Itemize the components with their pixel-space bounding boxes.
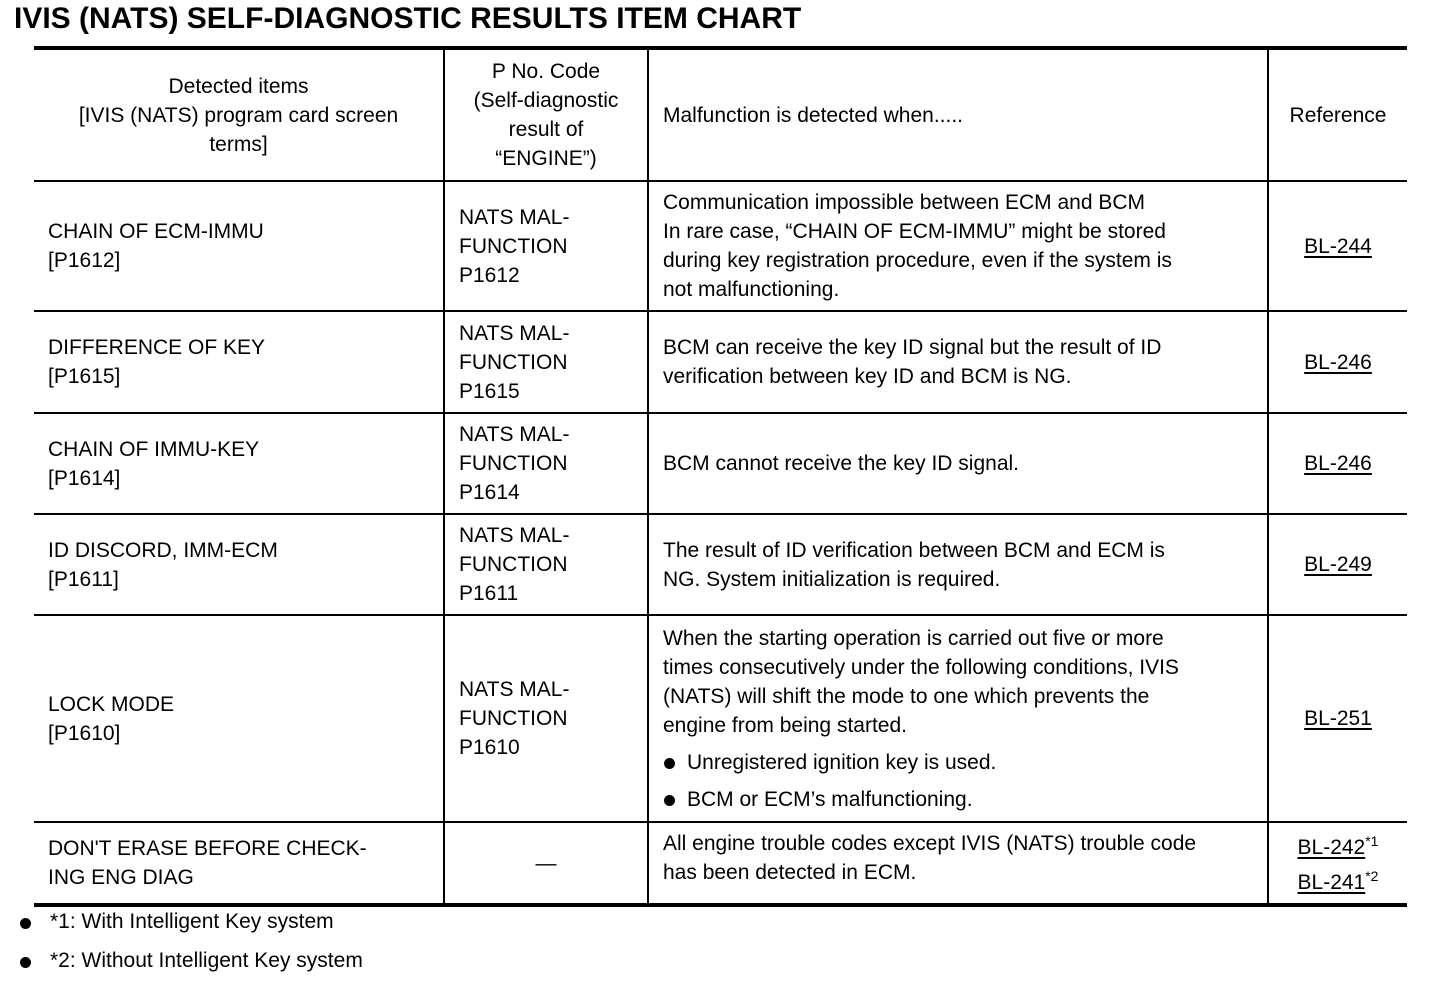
p-code xyxy=(444,822,648,905)
p-code: NATS MAL- FUNCTION P1612 xyxy=(444,181,648,311)
header-reference: Reference xyxy=(1268,48,1407,181)
detected-item: CHAIN OF ECM-IMMU [P1612] xyxy=(34,181,444,311)
reference-cell xyxy=(1268,181,1407,311)
malfunction-condition: BCM can receive the key ID signal but the result of ID verification between key ID and BCM is NG. xyxy=(648,311,1268,413)
detected-item: DIFFERENCE OF KEY [P1615] xyxy=(34,311,444,413)
reference-link[interactable]: BL-242 xyxy=(1297,836,1366,859)
table-row xyxy=(34,514,1407,615)
footnote-item: *2: Without Intelligent Key system xyxy=(18,946,363,985)
reference-cell xyxy=(1268,311,1407,413)
table-header-row xyxy=(34,48,1407,181)
reference-cell xyxy=(1268,514,1407,615)
malfunction-condition: The result of ID verification between BCM and ECM is NG. System initialization is required. xyxy=(648,514,1268,615)
malfunction-condition: BCM cannot receive the key ID signal. xyxy=(648,413,1268,514)
bullet-icon xyxy=(20,957,31,968)
table-row xyxy=(34,413,1407,514)
reference-cell xyxy=(1268,413,1407,514)
reference-link[interactable]: BL-246 xyxy=(1304,350,1372,374)
detected-item: LOCK MODE [P1610] xyxy=(34,615,444,822)
reference-link[interactable]: BL-241 xyxy=(1297,871,1366,894)
footnote-item: *1: With Intelligent Key system xyxy=(18,907,363,946)
header-detected-items: Detected items [IVIS (NATS) program card screen terms] xyxy=(34,48,444,181)
table-row xyxy=(34,311,1407,413)
reference-link[interactable]: BL-249 xyxy=(1304,553,1372,576)
table-row xyxy=(34,615,1407,822)
detected-item: CHAIN OF IMMU-KEY [P1614] xyxy=(34,413,444,514)
page-title: IVIS (NATS) SELF-DIAGNOSTIC RESULTS ITEM CHART xyxy=(14,2,802,35)
table-row xyxy=(34,181,1407,311)
p-code: NATS MAL- FUNCTION P1610 xyxy=(444,615,648,822)
header-malfunction: Malfunction is detected when..... xyxy=(648,48,1268,181)
detected-item: DON'T ERASE BEFORE CHECK- ING ENG DIAG xyxy=(48,837,367,889)
footnotes xyxy=(18,907,363,985)
bullet-icon xyxy=(664,795,675,806)
diagnostic-results-table xyxy=(34,46,1407,907)
detected-item: ID DISCORD, IMM-ECM [P1611] xyxy=(34,514,444,615)
p-code: NATS MAL- FUNCTION P1611 xyxy=(444,514,648,615)
reference-cell xyxy=(1268,615,1407,822)
list-item: BCM or ECM’s malfunctioning. xyxy=(663,785,1253,814)
reference-link[interactable]: BL-251 xyxy=(1304,707,1372,730)
p-code: NATS MAL- FUNCTION P1615 xyxy=(444,311,648,413)
condition-list xyxy=(663,748,1253,814)
bullet-icon xyxy=(20,918,31,929)
table-row xyxy=(34,822,1407,905)
malfunction-condition: Communication impossible between ECM and BCM In rare case, “CHAIN OF ECM-IMMU” might be stored during key registration procedure, even if the system is not malfunctioning. xyxy=(648,181,1268,311)
list-item: Unregistered ignition key is used. xyxy=(663,748,1253,777)
reference-footnote-marker: *2 xyxy=(1365,868,1379,884)
reference-cell xyxy=(1268,822,1407,905)
reference-footnote-marker: *1 xyxy=(1365,833,1379,849)
malfunction-condition: All engine trouble codes except IVIS (NATS) trouble code has been detected in ECM. xyxy=(648,822,1268,905)
reference-link[interactable]: BL-246 xyxy=(1304,452,1372,475)
bullet-icon xyxy=(664,758,675,769)
reference-link[interactable]: BL-244 xyxy=(1304,234,1372,258)
empty-code-dash: — xyxy=(535,851,557,875)
p-code: NATS MAL- FUNCTION P1614 xyxy=(444,413,648,514)
header-p-no-code: P No. Code (Self-diagnostic result of “ENGINE”) xyxy=(444,48,648,181)
malfunction-condition: When the starting operation is carried out five or more times consecutively under the following conditions, IVIS (NATS) will shift the mode to one which prevents the engine from being started. Unregistered ignition key is used. BCM or ECM’s malfunctioning. xyxy=(648,615,1268,822)
